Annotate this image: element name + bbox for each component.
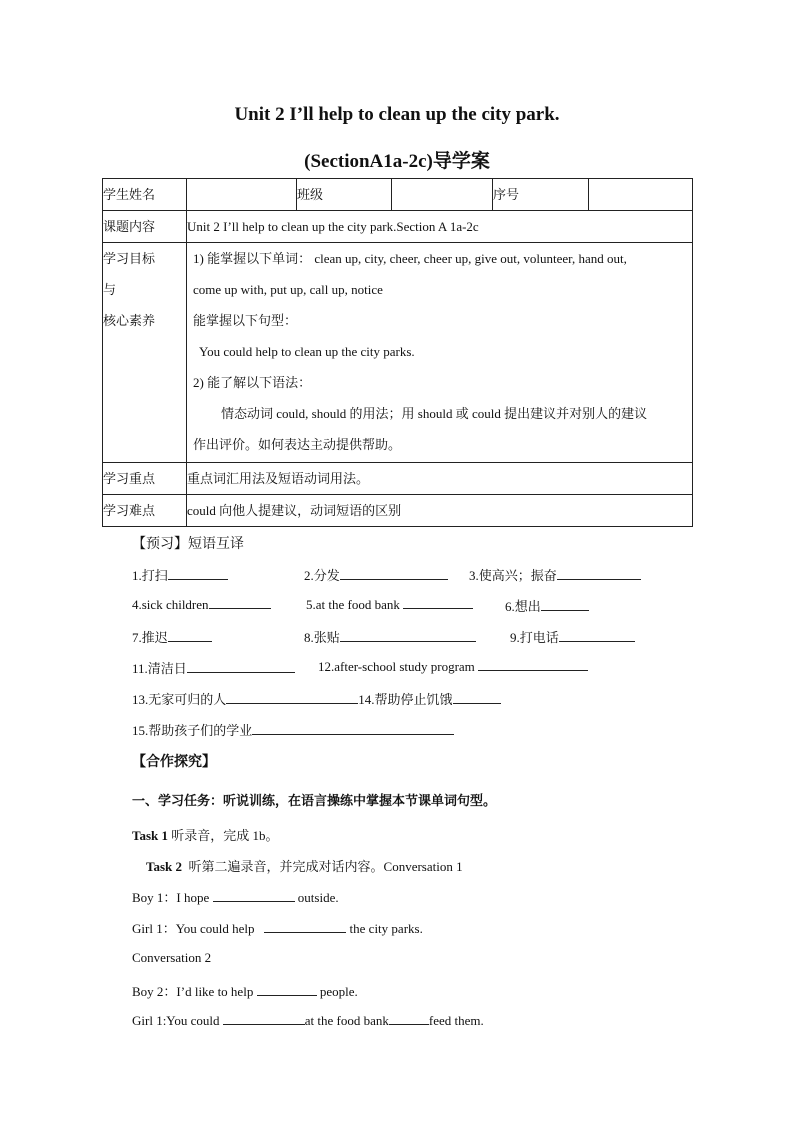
- key-label: 学习重点: [103, 463, 187, 495]
- preview-item: 7.推迟: [132, 627, 212, 646]
- topic-label: 课题内容: [103, 211, 187, 243]
- page-subtitle: (SectionA1a-2c)导学案: [304, 151, 490, 172]
- preview-item: 5.at the food bank: [306, 596, 473, 613]
- conversation2-label: Conversation 2: [132, 950, 212, 965]
- preview-item: 6.想出: [505, 596, 589, 615]
- preview-item: 8.张贴: [304, 627, 476, 646]
- task1-line: Task 1 听录音，完成 1b。: [132, 828, 279, 843]
- goal-line: 1) 能掌握以下单词： clean up, city, cheer, cheer up, give out, volunteer, hand out,: [193, 251, 627, 266]
- dialog-line: Boy 1：I hope outside.: [132, 890, 339, 905]
- dialog-line: Girl 1：You could help the city parks.: [132, 921, 423, 936]
- task2-line: Task 2 听第二遍录音，并完成对话内容。Conversation 1: [146, 859, 463, 874]
- goal-line: 情态动词 could, should 的用法；用 should 或 could 提出建议并对别人的建议: [221, 406, 648, 421]
- preview-item: 13.无家可归的人 14.帮助停止饥饿: [132, 689, 501, 708]
- goal-line: 2) 能了解以下语法：: [193, 375, 312, 390]
- class-field[interactable]: [392, 179, 493, 211]
- info-table: [102, 178, 693, 527]
- dialog-line: Boy 2：I’d like to help people.: [132, 984, 358, 999]
- name-label: 学生姓名: [103, 179, 187, 211]
- goal-line: come up with, put up, call up, notice: [193, 282, 383, 297]
- seat-field[interactable]: [589, 179, 693, 211]
- goal-line: 作出评价。如何表达主动提供帮助。: [193, 437, 402, 452]
- difficulty-label: 学习难点: [103, 495, 187, 527]
- preview-item: 3.使高兴；振奋: [469, 565, 641, 584]
- seat-label: 序号: [493, 179, 589, 211]
- page-title: Unit 2 I’ll help to clean up the city park.: [234, 104, 560, 125]
- goal-line: You could help to clean up the city parks.: [199, 344, 415, 359]
- preview-item: 12.after-school study program: [318, 658, 588, 675]
- preview-heading: 【预习】短语互译: [132, 537, 244, 552]
- preview-item: 1.打扫: [132, 565, 228, 584]
- preview-item: 11.清洁日: [132, 658, 295, 677]
- goal-line: 能掌握以下句型：: [193, 313, 298, 328]
- preview-item: 4.sick children: [132, 596, 271, 613]
- goal-content: [187, 243, 693, 463]
- name-field[interactable]: [187, 179, 297, 211]
- topic-value: Unit 2 I’ll help to clean up the city park.Section A 1a-2c: [187, 211, 693, 243]
- coop-heading: 【合作探究】: [132, 755, 216, 770]
- preview-item: 2.分发: [304, 565, 448, 584]
- goal-label: 学习目标 与 核心素养: [103, 243, 187, 463]
- dialog-line: Girl 1:You could at the food bank feed them.: [132, 1013, 484, 1028]
- difficulty-value: could 向他人提建议，动词短语的区别: [187, 495, 693, 527]
- class-label: 班级: [297, 179, 392, 211]
- key-value: 重点词汇用法及短语动词用法。: [187, 463, 693, 495]
- preview-item: 9.打电话: [510, 627, 635, 646]
- preview-item: 15.帮助孩子们的学业: [132, 720, 454, 739]
- task-title: 一、学习任务：听说训练，在语言操练中掌握本节课单词句型。: [132, 793, 497, 808]
